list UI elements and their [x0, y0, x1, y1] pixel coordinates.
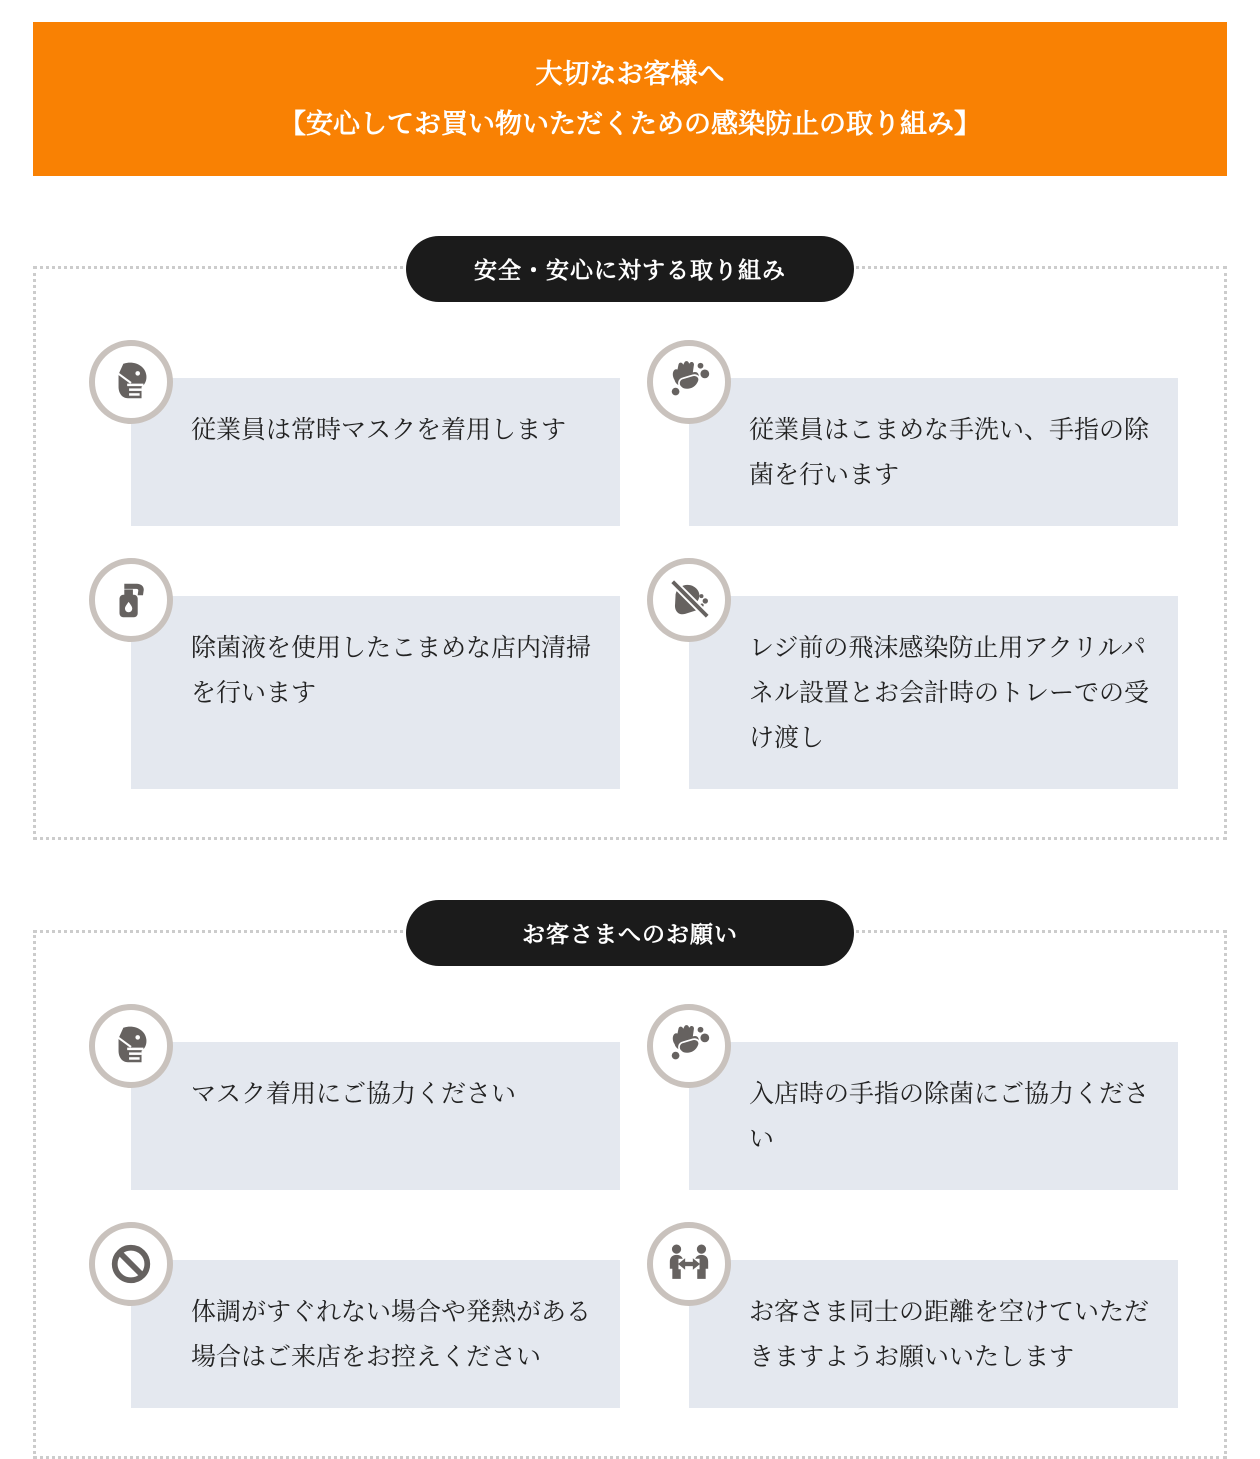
banner-line-2: 【安心してお買い物いただくための感染防止の取り組み】 — [279, 108, 981, 139]
list-item — [89, 340, 620, 526]
list-item — [647, 340, 1178, 526]
banner-line-1: 大切なお客様へ — [535, 59, 725, 89]
section-customer-requests — [33, 921, 1227, 1459]
section-title-pill: お客さまへのお願い — [406, 900, 854, 966]
list-item — [647, 1222, 1178, 1408]
measure-text: 除菌液を使用したこまめな店内清掃を行います — [131, 596, 620, 789]
list-item — [647, 558, 1178, 789]
notice-banner — [33, 22, 1227, 176]
hand-wash-icon — [647, 1004, 731, 1088]
section-safety-measures — [33, 257, 1227, 840]
request-text: お客さま同士の距離を空けていただきますようお願いいたします — [689, 1260, 1178, 1408]
list-item — [89, 1222, 620, 1408]
list-item — [89, 1004, 620, 1190]
request-text: 入店時の手指の除菌にご協力ください — [689, 1042, 1178, 1190]
mask-icon — [89, 340, 173, 424]
mask-icon — [89, 1004, 173, 1088]
list-item — [647, 1004, 1178, 1190]
request-text: 体調がすぐれない場合や発熱がある場合はご来店をお控えください — [131, 1260, 620, 1408]
measure-text: 従業員はこまめな手洗い、手指の除菌を行います — [689, 378, 1178, 526]
hand-wash-icon — [647, 340, 731, 424]
measure-text: 従業員は常時マスクを着用します — [131, 378, 620, 526]
droplet-block-icon — [647, 558, 731, 642]
items-grid — [89, 340, 1178, 789]
list-item — [89, 558, 620, 789]
section-title-pill: 安全・安心に対する取り組み — [406, 236, 854, 302]
measure-text: レジ前の飛沫感染防止用アクリルパネル設置とお会計時のトレーでの受け渡し — [689, 596, 1178, 789]
spray-bottle-icon — [89, 558, 173, 642]
request-text: マスク着用にご協力ください — [131, 1042, 620, 1190]
social-distance-icon — [647, 1222, 731, 1306]
no-entry-icon — [89, 1222, 173, 1306]
page-content — [33, 0, 1227, 1459]
items-grid — [89, 1004, 1178, 1408]
